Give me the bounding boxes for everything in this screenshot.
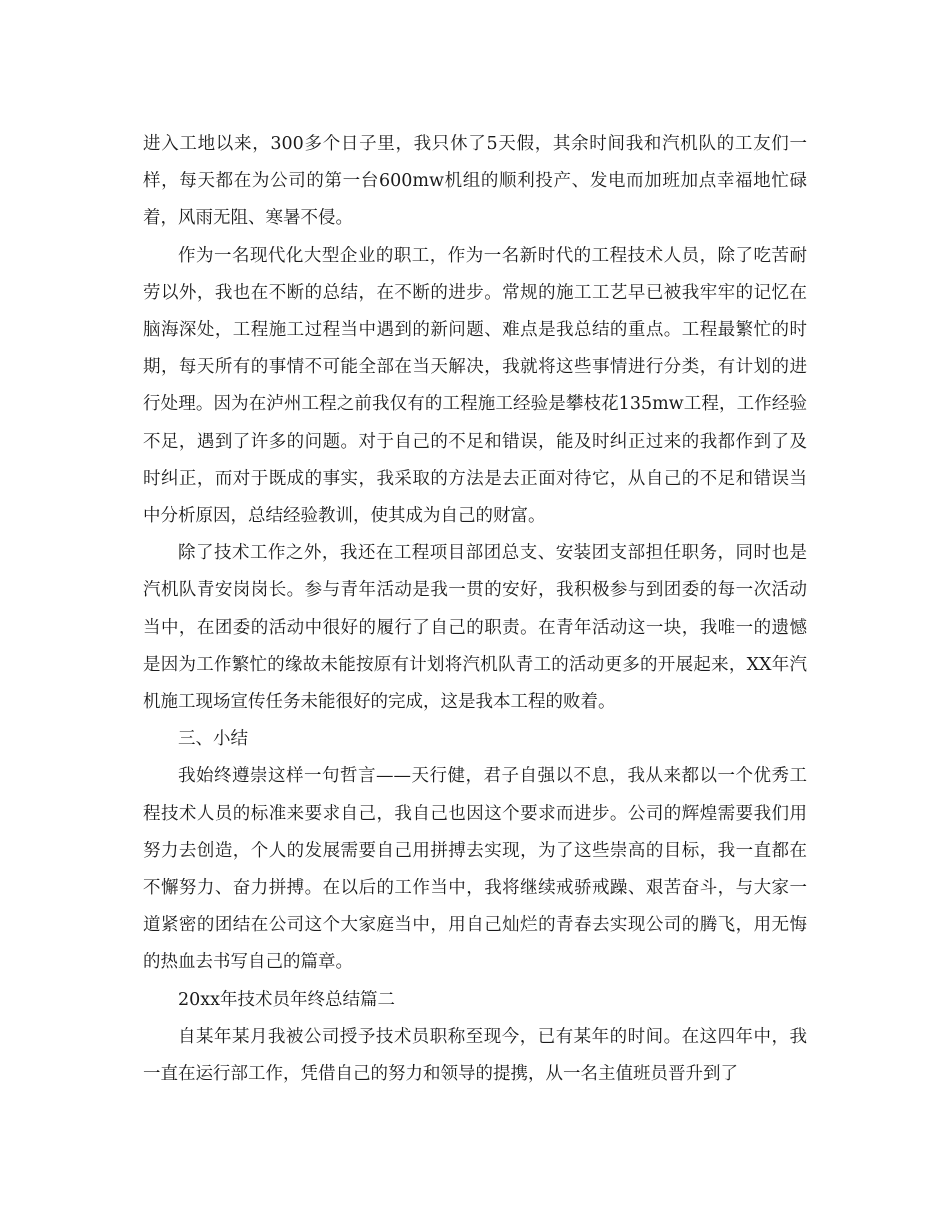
paragraph-intro: 进入工地以来，300多个日子里，我只休了5天假，其余时间我和汽机队的工友们一样，每天都在为公司的第一台600mw机组的顺利投产、发电而加班加点幸福地忙碌着，风雨无阻、寒暑不侵。 <box>143 134 807 229</box>
paragraph-summary: 我始终遵崇这样一句哲言——天行健，君子自强以不息，我从来都以一个优秀工程技术人员的标准来要求自己，我自己也因这个要求而进步。公司的辉煌需要我们用努力去创造，个人的发展需要自己用拼搏去实现，为了这些崇高的目标，我一直都在不懈努力、奋力拼搏。在以后的工作当中，我将继续戒骄戒躁、艰苦奋斗，与大家一道紧密的团结在公司这个大家庭当中，用自己灿烂的青春去实现公司的腾飞，用无悔的热血去书写自己的篇章。 <box>143 766 807 973</box>
section-heading-part-two: 20xx年技术员年终总结篇二 <box>178 989 396 1010</box>
section-heading-summary: 三、小结 <box>178 729 248 750</box>
paragraph-part-two-intro: 自某年某月我被公司授予技术员职称至现今，已有某年的时间。在这四年中，我一直在运行部工作，凭借自己的努力和领导的提携，从一名主值班员晋升到了 <box>143 1026 807 1085</box>
document-body <box>143 126 807 1093</box>
paragraph-youth-activities: 除了技术工作之外，我还在工程项目部团总支、安装团支部担任职务，同时也是汽机队青安岗岗长。参与青年活动是我一贯的安好，我积极参与到团委的每一次活动当中，在团委的活动中很好的履行了自己的职责。在青年活动这一块，我唯一的遗憾是因为工作繁忙的缘故未能按原有计划将汽机队青工的活动更多的开展起来，XX年汽机施工现场宣传任务未能很好的完成，这是我本工程的败着。 <box>143 543 807 713</box>
paragraph-technical-work: 作为一名现代化大型企业的职工，作为一名新时代的工程技术人员，除了吃苦耐劳以外，我也在不断的总结，在不断的进步。常规的施工工艺早已被我牢牢的记忆在脑海深处，工程施工过程当中遇到的新问题、难点是我总结的重点。工程最繁忙的时期，每天所有的事情不可能全部在当天解决，我就将这些事情进行分类，有计划的进行处理。因为在泸州工程之前我仅有的工程施工经验是攀枝花135mw工程，工作经验不足，遇到了许多的问题。对于自己的不足和错误，能及时纠正过来的我都作到了及时纠正，而对于既成的事实，我采取的方法是去正面对待它，从自己的不足和错误当中分析原因，总结经验教训，使其成为自己的财富。 <box>143 245 807 527</box>
